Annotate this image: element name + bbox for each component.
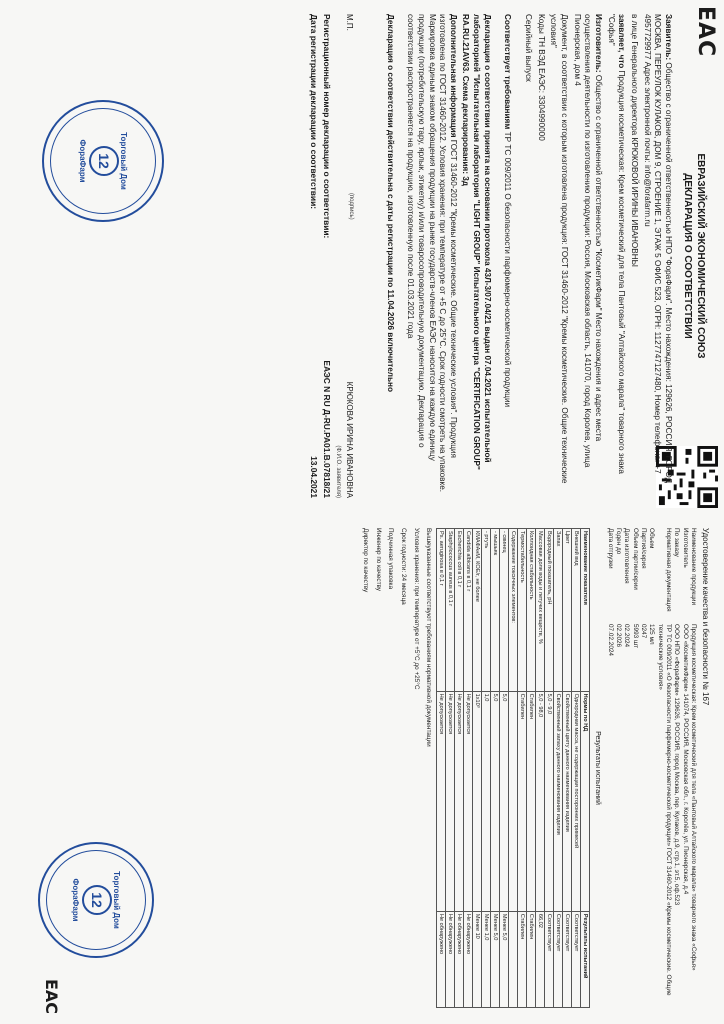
registration-number-row: Регистрационный номер декларации о соответствии: ЕАЭС N RU Д-RU.РА01.В.07818/21 [321,14,332,498]
table-cell: Термостабильность [518,529,527,692]
table-header: Наименование показателя [581,529,590,692]
signer-hint: (Ф.И.О. заявителя) [334,445,341,498]
table-cell: 66,02 [536,911,545,1007]
union-name: ЕВРАЗИЙСКИЙ ЭКОНОМИЧЕСКИЙ СОЮЗ [695,153,706,359]
table-row [491,529,500,1008]
table-cell: Запах [554,529,563,692]
conclusion: Вышеуказанные соответствуют требованиям нормативной документации [425,528,433,747]
certificate-title: Удостоверение качества и безопасности № 167 [701,528,710,706]
shelf-life: Срок годности: 24 месяца [400,528,408,605]
info-row [655,528,672,1008]
info-value: 5993 шт [631,624,639,649]
storage-conditions: Условия хранения: при температуре от +5°С до +25°С [412,528,420,690]
product-info [605,528,697,1008]
table-cell: Соответствует [572,911,581,1007]
signature-hint: (подпись) [347,192,354,220]
signer-name: КРЮКОВА ИРИНА ИВАНОВНА [344,381,354,498]
eac-logo: EAC [693,6,718,58]
table-row [572,529,581,1008]
table-cell: Не допускается [437,691,446,911]
serial-release: Серийный выпуск [524,14,534,82]
table-header: Нормы по НД [581,691,590,911]
table-cell: Не допускается [446,691,455,911]
table-row [446,529,455,1008]
table-cell: Коллоидная стабильность [527,529,536,692]
table-cell: Менее 10 [473,911,482,1007]
table-cell: Менее 5,0 [491,911,500,1007]
table-cell [509,691,518,911]
info-value: 02.2026 [615,624,623,648]
table-cell: Соответствует [554,911,563,1007]
info-key: Дата изготовления [623,528,631,584]
table-cell: Однородная масса, не содержащая посторонних примесей [572,691,581,911]
table-cell: Соответствует [563,911,572,1007]
table-row [473,529,482,1008]
table-cell: - ртуть [482,529,491,692]
table-row [554,529,563,1008]
info-value: 02.2024 [623,624,631,648]
protocol-basis: Декларация о соответствии принята на основании протокола 43Л-3/07.04/21 выдан 07.04.2021 испытательной лабораторией "Испытательная лаборатория "LIGHT GROUP" Испытательного центра "CERTIFICATION GROUP" RA.RU.21AV63. Схема декларирования: 3д [461,14,492,470]
table-cell [509,911,518,1007]
results-title: Результаты испытаний [594,731,602,805]
table-row [509,529,518,1008]
table-cell: Стабилен [527,691,536,911]
table-cell: 5,0 - 98,0 [536,691,545,911]
table-cell: Массовая доля воды и летучих веществ, % [536,529,545,692]
stamp-logo-icon: 12 [89,146,119,176]
table-cell: Не обнаружено [464,911,473,1007]
info-key: По заказу [673,528,681,557]
results-table [436,528,590,1008]
packaging-label: Подчинная упаковка [387,528,395,590]
table-row [464,529,473,1008]
table-row [527,529,536,1008]
table-cell: Стабилен [518,691,527,911]
info-value: 0247 [640,624,648,639]
table-cell: Не допускается [455,691,464,911]
table-cell: Соответствует [545,911,554,1007]
registration-number: ЕАЭС N RU Д-RU.РА01.В.07818/21 [321,360,332,498]
table-cell: - свинец [500,529,509,692]
info-row [647,528,655,1008]
table-cell: Ps. aeruginosa в 0,1 г [437,529,446,692]
table-cell: 1,0 [482,691,491,911]
table-cell: Менее 1,0 [482,911,491,1007]
document-title: ДЕКЛАРАЦИЯ О СООТВЕТСТВИИ [682,173,694,339]
tn-ved-codes: Коды ТН ВЭД ЕАЭС: 3304990000 [536,14,546,141]
conformity-block: Соответствует требованиям ТР ТС 009/2011 О безопасности парфюмерно-косметической продукции [503,14,513,408]
table-cell: Цвет [563,529,572,692]
table-cell: Не обнаружено [446,911,455,1007]
table-cell: Свойственный запаху данного наименования изделия [554,691,563,911]
table-row [437,529,446,1008]
table-row [536,529,545,1008]
info-value: 07.02.2024 [606,624,614,656]
info-row [630,528,638,1008]
table-cell: Внешний вид [572,529,581,692]
stamp-logo-icon: 12 [82,885,112,915]
info-row [680,528,688,1008]
table-cell: Содержание токсичных элементов: [509,529,518,692]
table-cell: 5,0 - 9,0 [545,691,554,911]
table-cell: Escherichia coli в 0,1 г [455,529,464,692]
table-row [482,529,491,1008]
info-value: ООО «КосметикФарм» 141074, РОССИЯ, Московская обл., г. Королёв, ул. Пионерская, д.4 [681,624,689,895]
info-value: ООО НПО «ФораФарм» 129626, РОССИЯ, город Москва, пер. Кулаков, д.9, стр.1, эт.5, оф.523 [673,624,681,906]
info-row [689,528,697,1008]
info-key: Годен до [615,528,623,555]
table-row [518,529,527,1008]
table-cell: Водородный показатель, pH [545,529,554,692]
additional-info: Дополнительная информация ГОСТ 31460-2012 "Кремы косметические. Общие технические условия". Продукция изготовлена по ГОСТ 31460-2012. Условия хранения: при температуре от +5 С до 25°С. Срок годности смотреть на упаковке. Маркировка единым знаком обращения продукции на рынке государств-членов ЕАЭС наносится на каждую единицу продукции (потребительскую тару, ярлык, этикетку) и/или товаросопроводительную документацию. Декларация о соответствии распространяется на продукцию, изготовленную после 01.03.2021 года [406,14,458,493]
company-stamp: Торговый Дом 12 ФораФарм [42,100,164,222]
table-row [545,529,554,1008]
table-cell: 1x10³ [473,691,482,911]
table-row [563,529,572,1008]
table-cell: Стабилен [527,911,536,1007]
table-header: Результаты испытаний [581,911,590,1007]
info-key: Наименование продукции [690,528,697,606]
info-value: ТР ТС 009/2011 «О безопасности парфюмерно-косметической продукции» ГОСТ 31460-2012 «Кремы косметические. Общие технические условия» [656,624,673,996]
table-cell: Staphylococcus aureus в 0,1 г [446,529,455,692]
signature-row [345,14,354,498]
manufacturer-block: Изготовитель: Общество с ограниченной ответственностью "КосметикФарм" Место нахождения и адрес места осуществления деятельности по изготовлению продукции: Россия, Московская область, 141070, город Королев, улица Пионерская, дом 4 [572,14,604,468]
table-cell: Не допускается [464,691,473,911]
document-basis: Документ, в соответствии с которым изготовлена продукция: ГОСТ 31460-2012 "Кремы косметические. Общие технические условия" [549,14,570,484]
info-key: Изготовитель [681,528,689,568]
quality-engineer: Инженер по качеству [374,528,382,591]
table-cell: Свойственный цвету данного наименования изделия [563,691,572,911]
table-cell: Candida albicans в 0,1 г [464,529,473,692]
table-cell: - мышьяк [491,529,500,692]
table-cell: 5,0 [491,691,500,911]
info-row [614,528,622,1008]
quality-director: Директор по качеству [362,528,370,593]
applicant-block: Заявитель: Общество с ограниченной ответственностью НПО "ФораФарм". Место нахождения: 129626, РОССИЯ, ГОРОД МОСКВА, ПЕРЕУЛОК КУЛАКОВ, ДОМ 9, СТРОЕНИЕ 1, ЭТАЖ 5 ОФИС 523, ОГРН: 1127747127480, Номер телефона: +7 4957729977 Адрес электронной почты: info@forafarm.ru [642,14,673,484]
table-cell: Не обнаружено [437,911,446,1007]
info-key: Партия/серия [640,528,648,569]
info-value: Продукция косметическая: Крем косметический для тела «Пантовый Алтайского марала» товарного знака «Софья» [690,624,697,971]
info-row [605,528,613,1008]
table-cell: 5,0 [500,691,509,911]
eac-logo-small: EAC [42,978,61,1014]
stamp-place-label: М.П. [344,14,354,31]
info-key: Дата отгрузки [606,528,614,569]
declares-block: заявляет, что Продукция косметическая: Крем косметический для тела Пантовый "Алтайского марала" товарного знака "Софья" [606,14,627,474]
certificate-stamp: Торговый Дом 12 ФораФарм [38,842,154,958]
in-person-line: в лице Генерального директора КРЮКОВОЙ ИРИНЫ ИВАНОВНЫ [630,14,640,267]
table-row [500,529,509,1008]
registration-date-row: Дата регистрации декларации о соответствии: 13.04.2021 [308,14,319,498]
info-row [672,528,680,1008]
info-key: Нормативная документация [665,528,673,612]
table-cell: Стабилен [518,911,527,1007]
table-row [455,529,464,1008]
info-key: Объем партии/серии [631,528,639,590]
table-cell: Менее 5,0 [500,911,509,1007]
registration-date: 13.04.2021 [308,456,319,498]
table-cell: КМАФАнМ, КОЕ/г, не более [473,529,482,692]
quality-certificate [0,512,724,1024]
validity-statement: Декларация о соответствии действительна с даты регистрации по 11.04.2026 включительно [385,14,395,392]
info-row [639,528,647,1008]
info-key: Объем [648,528,656,549]
info-value: 125 мл [648,624,656,645]
info-row [622,528,630,1008]
table-cell: Не обнаружено [455,911,464,1007]
